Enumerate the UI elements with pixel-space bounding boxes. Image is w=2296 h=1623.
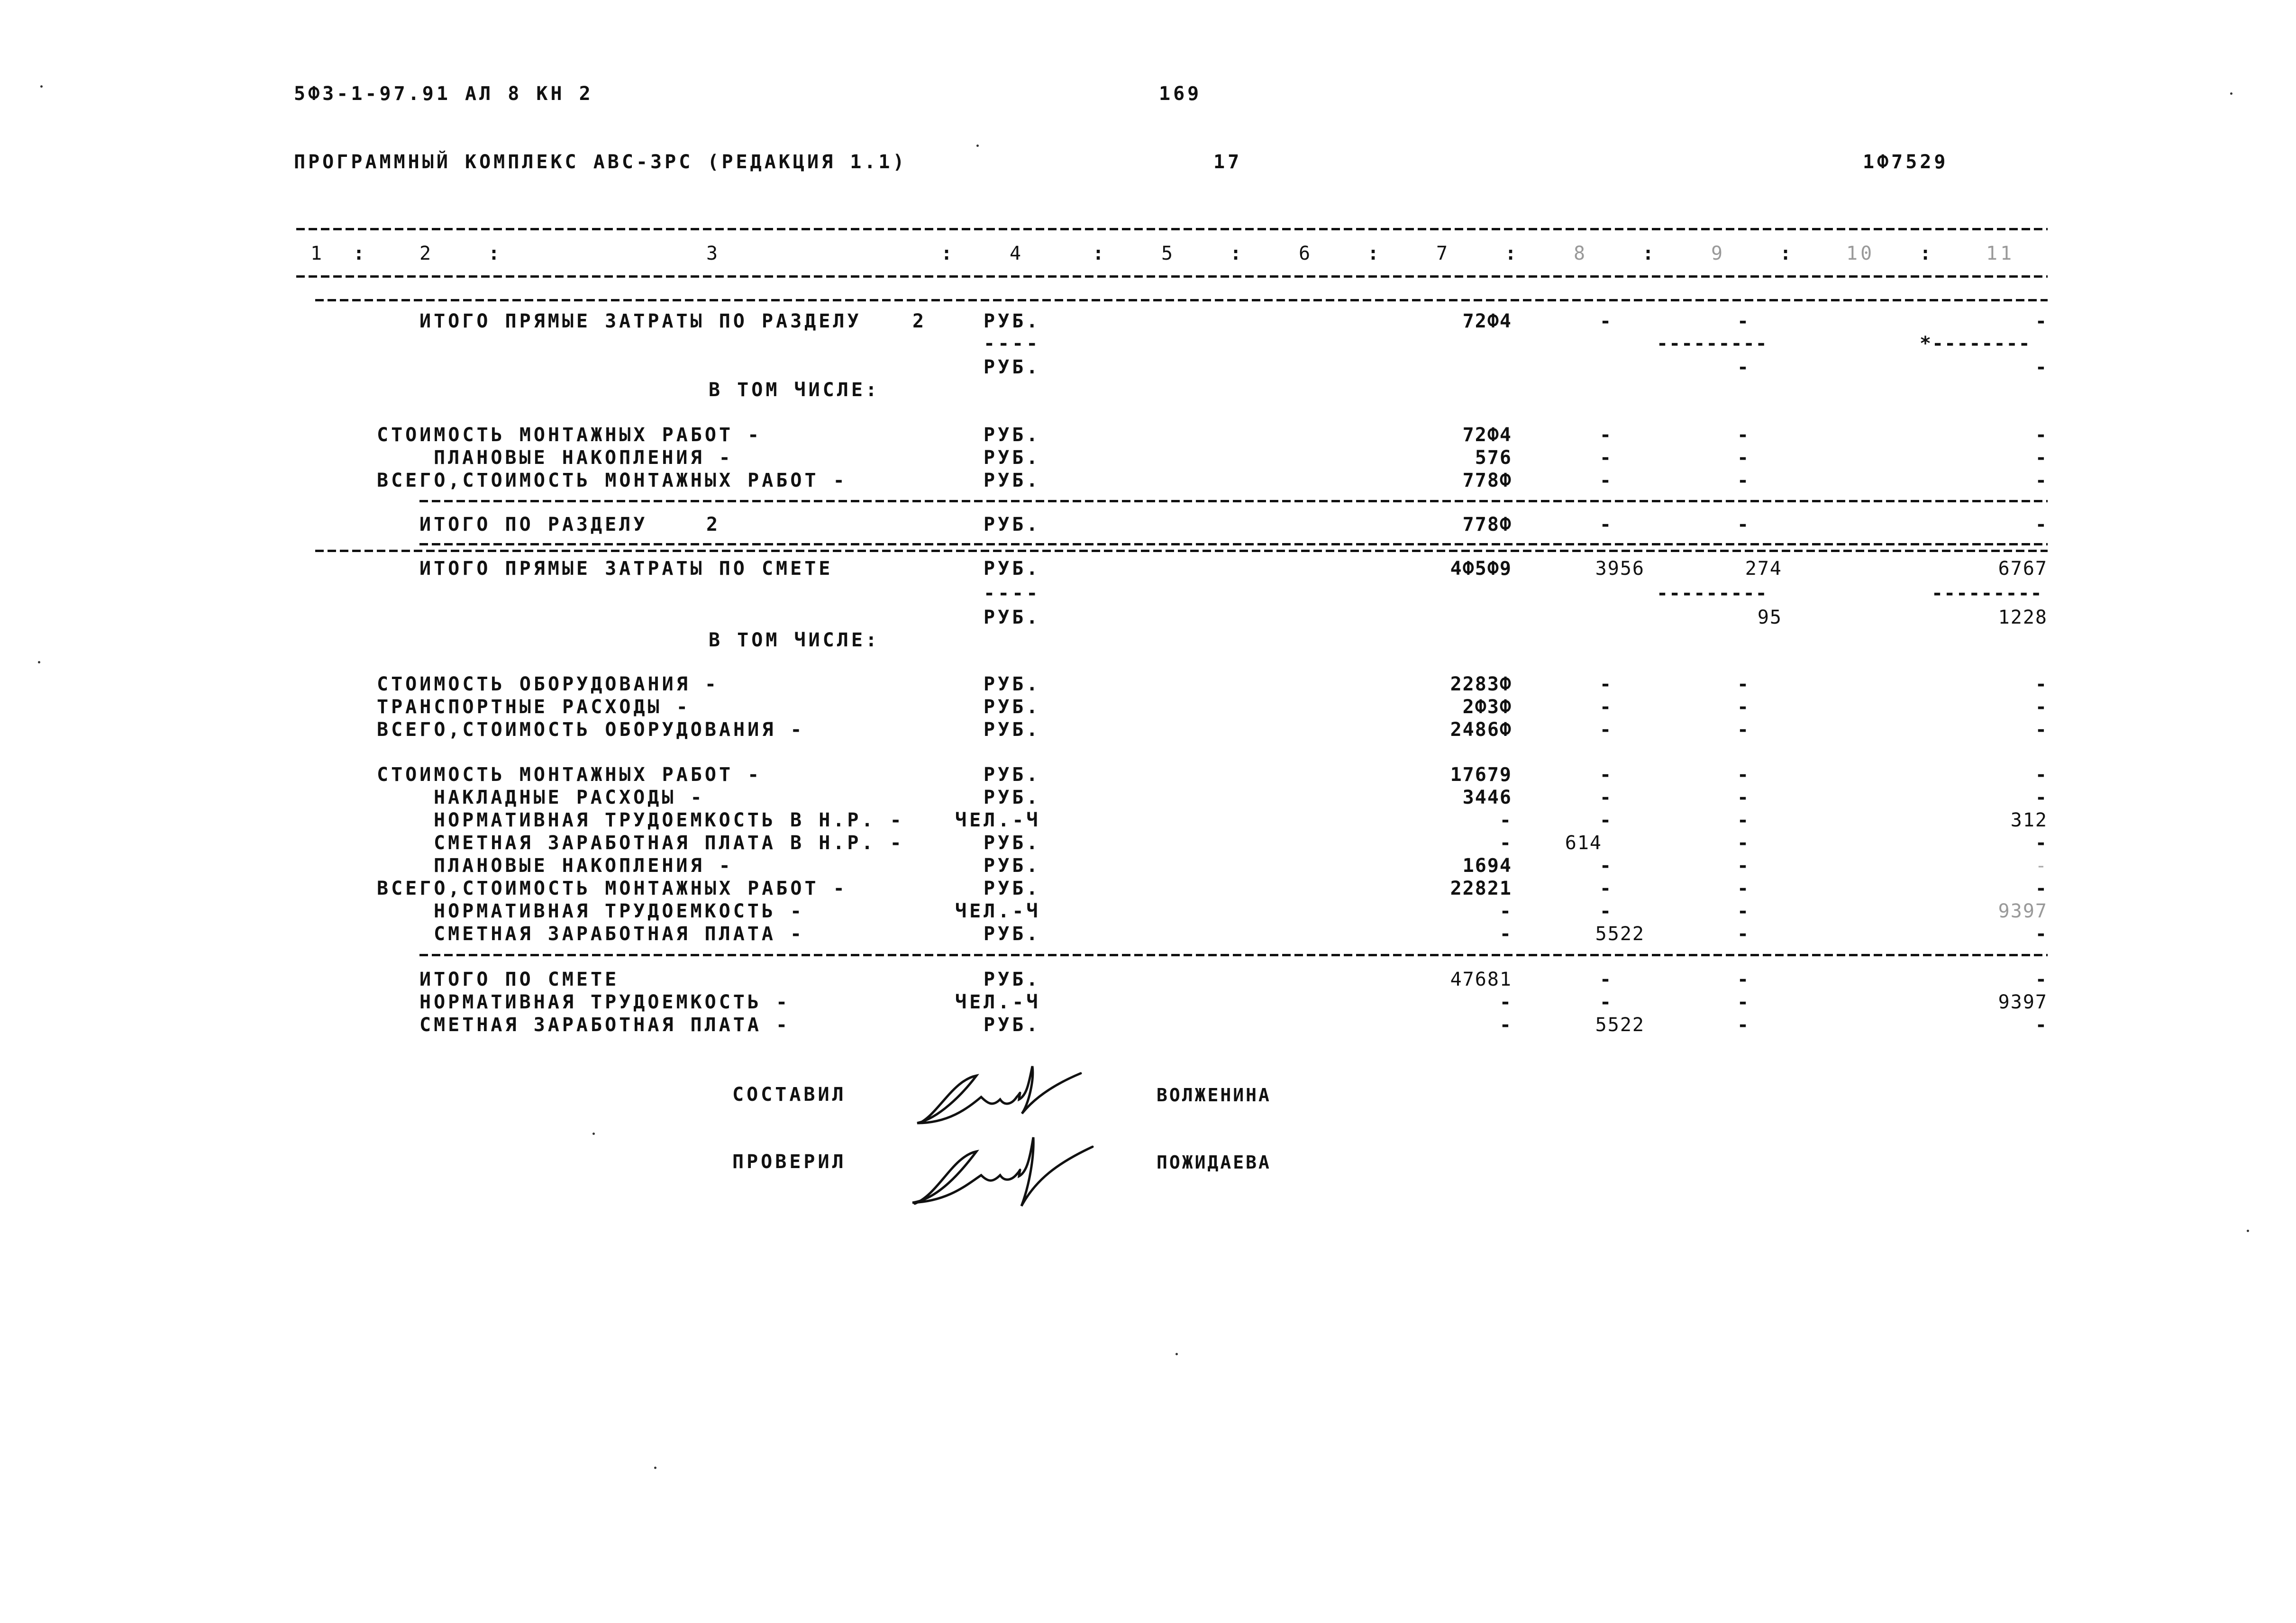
value-underline: ---------: [1657, 333, 1768, 354]
column-number: 3: [706, 243, 721, 264]
value-col7: 2486Ф: [1450, 719, 1512, 741]
value-col8: -: [1599, 969, 1614, 990]
unit-cell: РУБ.: [984, 855, 1041, 877]
value-col8: -: [1599, 470, 1614, 491]
unit-cell: РУБ.: [984, 673, 1041, 695]
value-col11: -: [2035, 969, 2048, 990]
value-col9: -: [1737, 719, 1752, 741]
value-col8: -: [1599, 424, 1614, 446]
value-underline: ---------: [1932, 582, 2043, 604]
column-number: 7: [1436, 243, 1451, 264]
value-col8: -: [1599, 855, 1614, 877]
unit-cell: РУБ.: [984, 923, 1041, 945]
row-label: ИТОГО ПРЯМЫЕ ЗАТРАТЫ ПО РАЗДЕЛУ: [419, 310, 862, 332]
column-separator: :: [1780, 243, 1795, 264]
value-col11: -: [2035, 310, 2048, 332]
row-label: НОРМАТИВНАЯ ТРУДОЕМКОСТЬ В Н.Р. -: [434, 809, 904, 831]
value-col8: 3956: [1595, 558, 1645, 580]
unit-cell: РУБ.: [984, 424, 1041, 446]
value-col7: 778Ф: [1462, 470, 1512, 491]
value-col11: -: [2035, 447, 2048, 469]
value-col11: -: [2035, 878, 2048, 899]
column-separator: :: [1505, 243, 1520, 264]
row-label: ИТОГО ПРЯМЫЕ ЗАТРАТЫ ПО СМЕТЕ: [419, 558, 833, 580]
unit-cell: РУБ.: [984, 310, 1041, 332]
value-col9: -: [1737, 809, 1752, 831]
value-col7: 47681: [1450, 969, 1512, 990]
value-col7: 1694: [1462, 855, 1512, 877]
scan-speck: [976, 145, 979, 147]
value-col9: -: [1737, 673, 1752, 695]
value-col8: -: [1599, 878, 1614, 899]
value-col7: 576: [1475, 447, 1512, 469]
value-col11: -: [2035, 514, 2048, 535]
document-code: 5Ф3-1-97.91 АЛ 8 КН 2: [294, 83, 593, 105]
column-separator: :: [941, 243, 956, 264]
row-label: ПЛАНОВЫЕ НАКОПЛЕНИЯ -: [434, 855, 733, 877]
value-underline: *--------: [1920, 333, 2031, 354]
column-separator: :: [1642, 243, 1657, 264]
unit-cell: РУБ.: [984, 470, 1041, 491]
column-number: 2: [419, 243, 434, 264]
value-col9: -: [1737, 969, 1752, 990]
row-label: НАКЛАДНЫЕ РАСХОДЫ -: [434, 787, 705, 808]
unit-underline: ----: [984, 582, 1041, 604]
value-col9: -: [1737, 787, 1752, 808]
value-col11: -: [2035, 832, 2048, 854]
scan-speck: [38, 661, 40, 663]
subsection-heading: В ТОМ ЧИСЛЕ:: [709, 379, 880, 401]
value-col8: -: [1599, 447, 1614, 469]
value-col9: -: [1737, 424, 1752, 446]
value-col8: -: [1599, 696, 1614, 718]
value-col9: -: [1737, 923, 1752, 945]
scan-speck: [592, 1133, 595, 1135]
row-label: СТОИМОСТЬ МОНТАЖНЫХ РАБОТ -: [377, 424, 762, 446]
value-col7: -: [1499, 809, 1512, 831]
row-label: СТОИМОСТЬ ОБОРУДОВАНИЯ -: [377, 673, 719, 695]
unit-cell: РУБ.: [984, 356, 1041, 378]
value-col9: 95: [1757, 607, 1782, 628]
row-label: НОРМАТИВНАЯ ТРУДОЕМКОСТЬ -: [419, 991, 791, 1013]
value-col7: 22821: [1450, 878, 1512, 899]
column-number: 9: [1711, 243, 1726, 264]
row-rule: [419, 500, 2048, 502]
value-col7: -: [1499, 991, 1512, 1013]
row-label: ПЛАНОВЫЕ НАКОПЛЕНИЯ -: [434, 447, 733, 469]
value-col7: 2Ф3Ф: [1462, 696, 1512, 718]
row-label: СТОИМОСТЬ МОНТАЖНЫХ РАБОТ -: [377, 764, 762, 786]
value-col11: -: [2035, 923, 2048, 945]
unit-cell: РУБ.: [984, 514, 1041, 535]
column-number: 1: [310, 243, 325, 264]
value-col9: -: [1737, 696, 1752, 718]
subsection-heading: В ТОМ ЧИСЛЕ:: [709, 629, 880, 651]
value-col9: -: [1737, 855, 1752, 877]
section-rule: [315, 550, 2048, 552]
value-col11: 9397: [1998, 991, 2048, 1013]
value-col7: -: [1499, 923, 1512, 945]
column-number: 11: [1986, 243, 2015, 264]
value-col7: 72Ф4: [1462, 424, 1512, 446]
unit-cell: ЧЕЛ.-Ч: [955, 900, 1041, 922]
column-separator: :: [1230, 243, 1245, 264]
row-rule: [419, 543, 2048, 545]
value-col9: -: [1737, 900, 1752, 922]
unit-cell: ЧЕЛ.-Ч: [955, 809, 1041, 831]
value-col11: 6767: [1998, 558, 2048, 580]
row-label: СМЕТНАЯ ЗАРАБОТНАЯ ПЛАТА -: [434, 923, 805, 945]
value-col9: -: [1737, 878, 1752, 899]
value-col7: 2283Ф: [1450, 673, 1512, 695]
scan-speck: [40, 85, 43, 88]
value-col11: -: [2035, 764, 2048, 786]
unit-cell: РУБ.: [984, 696, 1041, 718]
table-top-rule: [296, 228, 2048, 230]
row-label: ИТОГО ПО СМЕТЕ: [419, 969, 620, 990]
unit-underline: ----: [984, 333, 1041, 354]
column-number: 6: [1299, 243, 1313, 264]
section-number: 2: [912, 310, 927, 332]
section-rule: [315, 299, 2048, 301]
unit-cell: РУБ.: [984, 787, 1041, 808]
unit-cell: РУБ.: [984, 878, 1041, 899]
value-col8: -: [1599, 310, 1614, 332]
value-col8: -: [1599, 991, 1614, 1013]
value-col8: -: [1599, 787, 1614, 808]
value-col7: -: [1499, 900, 1512, 922]
row-label: СМЕТНАЯ ЗАРАБОТНАЯ ПЛАТА -: [419, 1014, 791, 1036]
value-col11: 1228: [1998, 607, 2048, 628]
unit-cell: РУБ.: [984, 447, 1041, 469]
value-col7: 17679: [1450, 764, 1512, 786]
value-col11: -: [2035, 673, 2048, 695]
value-col7: 778Ф: [1462, 514, 1512, 535]
column-number: 8: [1574, 243, 1588, 264]
section-number: 2: [706, 514, 721, 535]
row-rule: [419, 954, 2048, 956]
value-col7: -: [1499, 1014, 1512, 1036]
column-separator: :: [488, 243, 503, 264]
value-col7: 72Ф4: [1462, 310, 1512, 332]
program-title: ПРОГРАММНЫЙ КОМПЛЕКС АВС-3РС (РЕДАКЦИЯ 1.1): [294, 151, 907, 173]
value-col11: -: [2035, 855, 2048, 877]
value-col9: 274: [1745, 558, 1782, 580]
scan-speck: [1175, 1353, 1178, 1355]
unit-cell: ЧЕЛ.-Ч: [955, 991, 1041, 1013]
handwritten-signature-checked: [905, 1123, 1157, 1218]
value-underline: ---------: [1657, 582, 1768, 604]
value-col9: -: [1737, 991, 1752, 1013]
value-col9: -: [1737, 1014, 1752, 1036]
value-col9: -: [1737, 356, 1752, 378]
row-label: НОРМАТИВНАЯ ТРУДОЕМКОСТЬ -: [434, 900, 805, 922]
column-separator: :: [1920, 243, 1934, 264]
value-col11: 312: [2010, 809, 2048, 831]
row-label: ВСЕГО,СТОИМОСТЬ МОНТАЖНЫХ РАБОТ -: [377, 470, 847, 491]
value-col8: -: [1599, 673, 1614, 695]
value-col9: -: [1737, 310, 1752, 332]
unit-cell: РУБ.: [984, 1014, 1041, 1036]
page-number: 169: [1159, 83, 1202, 105]
row-label: ВСЕГО,СТОИМОСТЬ ОБОРУДОВАНИЯ -: [377, 719, 805, 741]
column-separator: :: [1367, 243, 1382, 264]
unit-cell: РУБ.: [984, 764, 1041, 786]
value-col11: -: [2035, 424, 2048, 446]
row-label: СМЕТНАЯ ЗАРАБОТНАЯ ПЛАТА В Н.Р. -: [434, 832, 904, 854]
value-col8: -: [1599, 514, 1614, 535]
value-col7: 4Ф5Ф9: [1450, 558, 1512, 580]
sheet-number: 17: [1213, 151, 1242, 173]
value-col9: -: [1737, 764, 1752, 786]
value-col8: 5522: [1595, 1014, 1645, 1036]
value-col11: -: [2035, 719, 2048, 741]
value-col11: -: [2035, 1014, 2048, 1036]
value-col9: -: [1737, 470, 1752, 491]
column-separator: :: [353, 243, 368, 264]
value-col9: -: [1737, 514, 1752, 535]
unit-cell: РУБ.: [984, 607, 1041, 628]
value-col8: -: [1599, 764, 1614, 786]
value-col7: -: [1499, 832, 1512, 854]
row-label: ВСЕГО,СТОИМОСТЬ МОНТАЖНЫХ РАБОТ -: [377, 878, 847, 899]
value-col8: 5522: [1595, 923, 1645, 945]
unit-cell: РУБ.: [984, 969, 1041, 990]
checked-by-label: ПРОВЕРИЛ: [732, 1151, 847, 1173]
unit-cell: РУБ.: [984, 558, 1041, 580]
column-separator: :: [1093, 243, 1107, 264]
scan-speck: [2230, 92, 2232, 95]
value-col11: -: [2035, 696, 2048, 718]
value-col8: -: [1599, 900, 1614, 922]
compiled-by-label: СОСТАВИЛ: [732, 1084, 847, 1106]
document-number: 1Ф7529: [1863, 151, 1949, 173]
value-col11: -: [2035, 470, 2048, 491]
scan-speck: [2247, 1230, 2249, 1232]
column-number: 5: [1161, 243, 1176, 264]
value-col11: -: [2035, 356, 2048, 378]
row-label: ИТОГО ПО РАЗДЕЛУ: [419, 514, 648, 535]
unit-cell: РУБ.: [984, 719, 1041, 741]
header-bottom-rule: [296, 275, 2048, 278]
column-number: 10: [1846, 243, 1875, 264]
value-col7: 3446: [1462, 787, 1512, 808]
row-label: ТРАНСПОРТНЫЕ РАСХОДЫ -: [377, 696, 691, 718]
value-col11: -: [2035, 787, 2048, 808]
column-number: 4: [1010, 243, 1024, 264]
checked-by-name: ПОЖИДАЕВА: [1157, 1152, 1271, 1173]
compiled-by-name: ВОЛЖЕНИНА: [1157, 1085, 1271, 1106]
value-col8: 614: [1565, 832, 1602, 854]
value-col11: 9397: [1998, 900, 2048, 922]
scan-speck: [654, 1467, 656, 1469]
value-col9: -: [1737, 832, 1752, 854]
value-col8: -: [1599, 719, 1614, 741]
value-col8: -: [1599, 809, 1614, 831]
unit-cell: РУБ.: [984, 832, 1041, 854]
value-col9: -: [1737, 447, 1752, 469]
